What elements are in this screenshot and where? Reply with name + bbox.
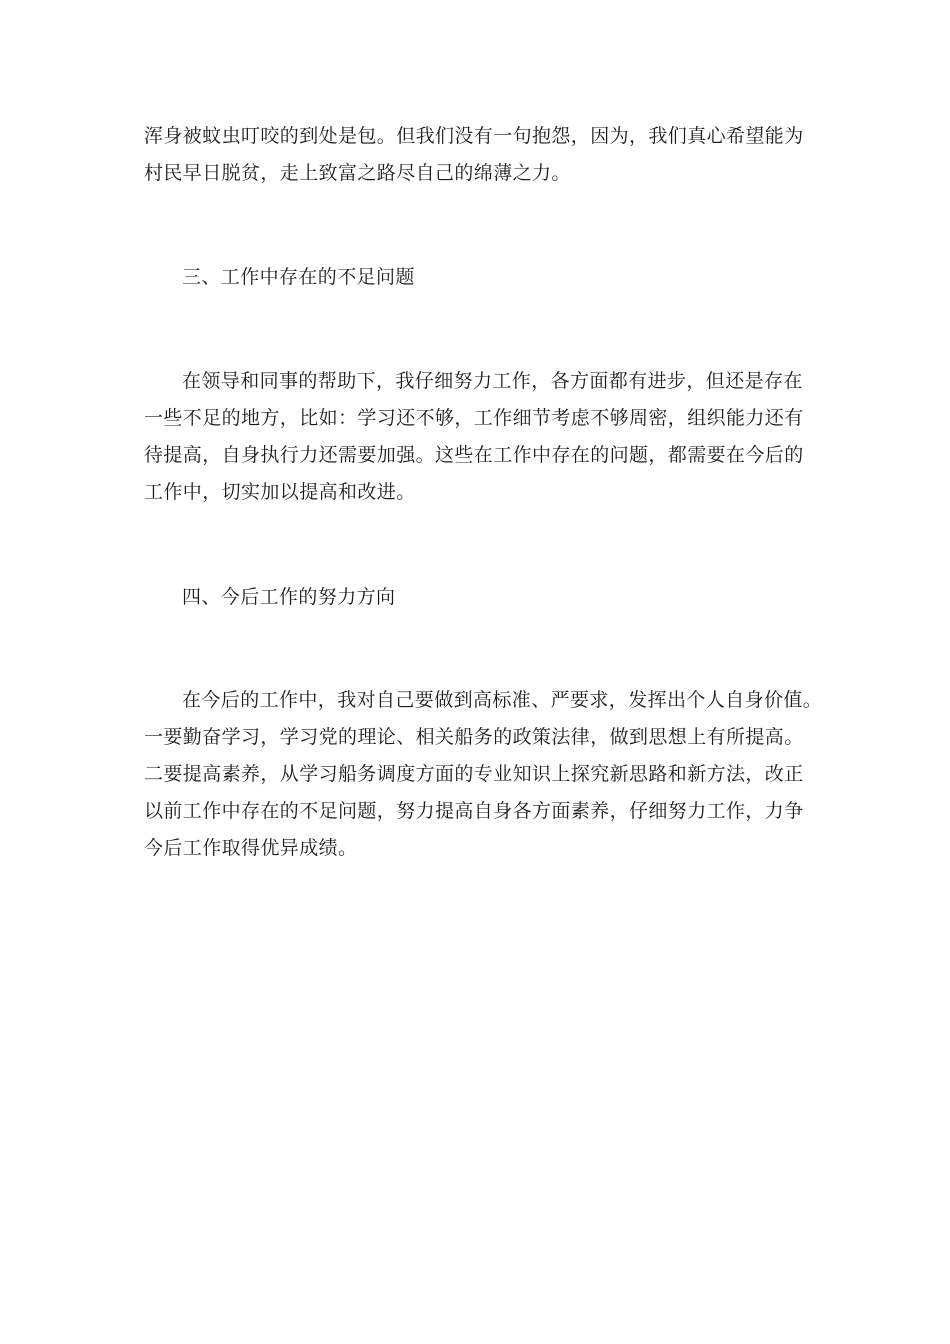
section-heading-3 bbox=[144, 259, 809, 296]
text-line: 待提高，自身执行力还需要加强。这些在工作中存在的问题，都需要在今后的 bbox=[144, 444, 804, 466]
text-line: 浑身被蚊虫叮咬的到处是包。但我们没有一句抱怨，因为，我们真心希望能为 bbox=[144, 125, 804, 147]
paragraph-section-4 bbox=[144, 682, 823, 867]
text-line: 一些不足的地方，比如：学习还不够，工作细节考虑不够周密，组织能力还有 bbox=[144, 407, 804, 429]
text-line: 村民早日脱贫，走上致富之路尽自己的绵薄之力。 bbox=[144, 162, 571, 184]
heading-text: 三、工作中存在的不足问题 bbox=[182, 266, 415, 288]
text-line: 以前工作中存在的不足问题，努力提高自身各方面素养，仔细努力工作，力争 bbox=[144, 800, 804, 822]
heading-text: 四、今后工作的努力方向 bbox=[182, 586, 396, 608]
text-line: 在领导和同事的帮助下，我仔细努力工作，各方面都有进步，但还是存在 bbox=[182, 370, 803, 392]
text-line: 今后工作取得优异成绩。 bbox=[144, 837, 358, 859]
section-heading-4 bbox=[144, 579, 809, 616]
text-line: 二要提高素养，从学习船务调度方面的专业知识上探究新思路和新方法，改正 bbox=[144, 763, 804, 785]
paragraph-section-3 bbox=[144, 363, 809, 511]
text-line: 一要勤奋学习，学习党的理论、相关船务的政策法律，做到思想上有所提高。 bbox=[144, 726, 804, 748]
paragraph-intro bbox=[144, 118, 809, 192]
text-line: 在今后的工作中，我对自己要做到高标准、严要求，发挥出个人自身价值。 bbox=[182, 689, 823, 711]
text-line: 工作中，切实加以提高和改进。 bbox=[144, 481, 416, 503]
